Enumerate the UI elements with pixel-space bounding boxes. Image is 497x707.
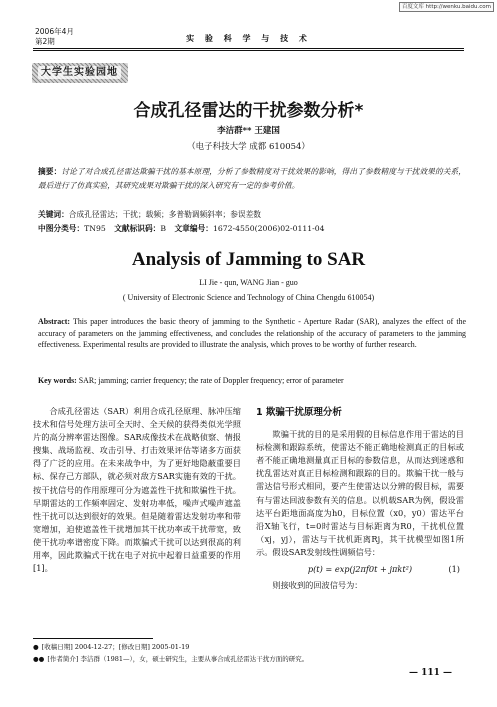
abstract-en-label: Abstract: xyxy=(38,317,70,326)
authors-cn: 李洁群** 王建国 xyxy=(217,126,280,136)
abstract-cn-text: 讨论了对合成孔径雷达欺骗干扰的基本原理，分析了参数精度对干扰效果的影响，得出了参数精度与干扰效果的关系，最后进行了仿真实验，其研究成果对欺骗干扰的深入研究有一定的参考价值。 xyxy=(38,167,466,190)
journal-name: 实 验 科 学 与 技 术 xyxy=(186,33,311,43)
abstract-en-text: This paper introduces the basic theory of jamming to the Synthetic - Aperture Radar (SAR), analyzes the effect of the accuracy of parameters on the jamming effectiveness, and concludes the relationship of the accuracy of parameters to the jamming effectiveness. Experimental results are provided to illustrate the analysis, which proves to be worthy of further research. xyxy=(38,317,466,350)
equation-1-expression: p(t) = exp(j2πf0t + jπkt²) xyxy=(307,564,413,575)
watermark-link[interactable]: 百度文库 http://wenku.baidu.com xyxy=(399,2,494,12)
header-rule-thin xyxy=(33,50,464,51)
section-heading: 1 欺骗干扰原理分析 xyxy=(256,407,342,418)
equation-1 xyxy=(256,563,464,576)
issue-date: 2006年4月 xyxy=(35,27,74,36)
keywords-en xyxy=(38,374,466,388)
affiliation-cn: （电子科技大学 成都 610054） xyxy=(187,142,310,152)
header-rule xyxy=(33,48,464,49)
clc-label: 中图分类号： xyxy=(38,224,85,233)
footnote-author-text: [作者简介] 李洁群（1981—），女，硕士研究生，主要从事合成孔径雷达干扰方面的研究。 xyxy=(47,655,309,663)
footnote-received xyxy=(33,643,189,652)
abstract-cn xyxy=(38,165,466,192)
title-en: Analysis of Jamming to SAR xyxy=(131,249,366,270)
footnote-bullet: ●● xyxy=(33,655,45,663)
keywords-cn-label: 关键词： xyxy=(38,210,69,219)
footnote-author xyxy=(33,655,308,664)
doc-code-value: B xyxy=(160,224,167,233)
keywords-cn xyxy=(38,208,466,222)
clc-value: TN95 xyxy=(84,224,106,233)
title-cn: 合成孔径雷达的干扰参数分析* xyxy=(133,101,364,121)
footnote-rule xyxy=(33,638,153,639)
abstract-cn-label: 摘要： xyxy=(38,167,62,176)
keywords-en-text: SAR; jamming; carrier frequency; the rate of Doppler frequency; error of parameter xyxy=(78,376,344,385)
footnote-bullet: ● xyxy=(33,643,39,651)
footnote-received-text: [收稿日期] 2004-12-27；[修改日期] 2005-01-19 xyxy=(41,643,190,651)
article-no-value: 1672-4550(2006)02-0111-04 xyxy=(212,224,325,233)
article-no-label: 文章编号： xyxy=(174,224,213,233)
intro-paragraph: 合成孔径雷达（SAR）利用合成孔径原理、脉冲压缩技术和信号处理方法可全天时、全天候的获得类似光学照片的高分辨率雷达图像。SAR成像技术在战略侦察、情报搜集、战场监视、攻击引导、打击效果评估等诸多方面获得了广泛的应用。在未来战争中，为了更好地隐蔽重要目标、保存己方部队，就必须对敌方SAR实施有效的干扰。按干扰信号的作用原理可分为遮盖性干扰和欺骗性干扰。早期雷达的工作频率固定、发射功率低，噪声式噪声遮盖性干扰可以达到很好的效果。但是随着雷达发射功率和带宽增加，迫使遮盖性干扰增加其干扰功率或干扰带宽，致使干扰功率谱密度下降。而欺骗式干扰可以达到很高的利用率，因此欺骗式干扰在电子对抗中起着日益重要的作用[1]。 xyxy=(33,406,241,574)
affiliation-en: ( University of Electronic Science and Technology of China Chengdu 610054) xyxy=(122,293,375,302)
authors-en: LI Jie - qun, WANG Jian - guo xyxy=(199,278,298,287)
body-right-column xyxy=(256,405,464,592)
classification-cn xyxy=(38,222,466,236)
page-number: — 111 — xyxy=(408,668,452,678)
keywords-en-label: Key words: xyxy=(38,376,77,385)
section-paragraph: 欺骗干扰的目的是采用假的目标信息作用于雷达的目标检测和跟踪系统，使雷达不能正确地检测真正的目标或者不能正确地测量真正目标的参数信息，从而达到迷惑和扰乱雷达对真正目标检测和跟踪的目的。欺骗干扰一般与雷达信号形式相同，要产生使雷达以分辨的假目标，需要有与雷达回波参数有关的信息。以机载SAR为例，假设雷达平台距地面高度为h0，目标位置（x0，y0）雷达平台沿X轴飞行，t=0时雷达与目标距离为R0，干扰机位置（xj，yj），雷达与干扰机距离Rj，其干扰模型如图1所示。假设SAR发射线性调频信号： xyxy=(256,429,464,557)
column-banner xyxy=(32,63,128,83)
keywords-cn-text: 合成孔径雷达；干扰；载频；多普勒调频斜率；参误差数 xyxy=(68,210,261,219)
doc-code-label: 文献标识码： xyxy=(114,224,161,233)
body-left-column xyxy=(33,405,241,575)
abstract-en xyxy=(38,316,466,351)
after-equation-text: 则接收到的回波信号为： xyxy=(272,580,363,591)
equation-1-number: (1) xyxy=(448,564,460,575)
issue-number: 第2期 xyxy=(35,36,55,46)
column-banner-label: 大学生实验园地 xyxy=(38,66,121,79)
